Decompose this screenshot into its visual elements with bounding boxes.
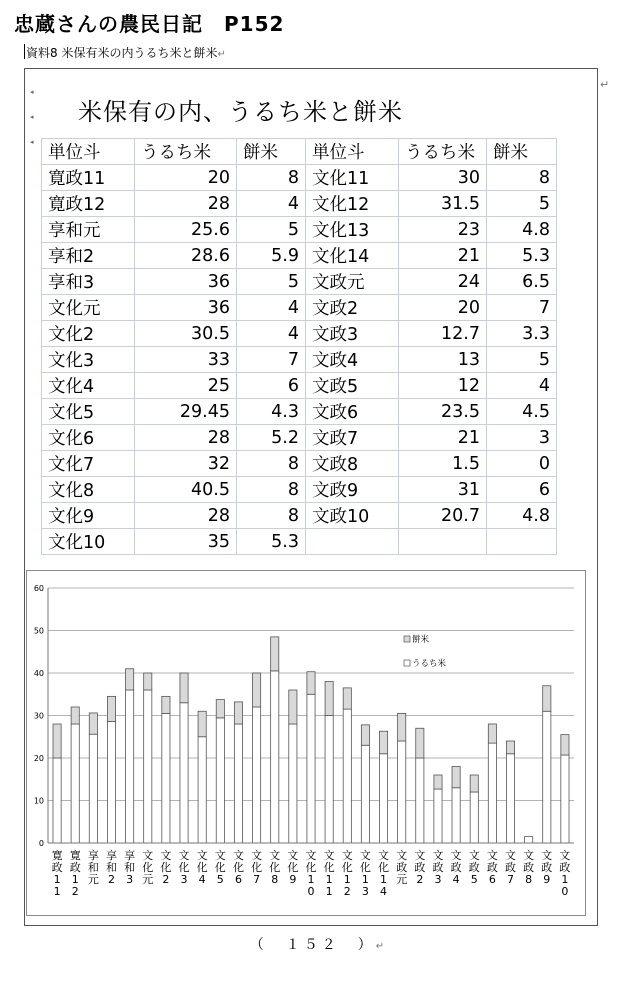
bar-mochi-22 [452, 767, 460, 788]
mochi-value-cell: 8 [487, 165, 557, 191]
mochi-value-cell: 7 [237, 347, 306, 373]
bar-mochi-21 [434, 775, 442, 789]
era-cell: 文化12 [306, 191, 399, 217]
uruchi-value-cell: 12.7 [399, 321, 487, 347]
paragraph-mark-icon: ↵ [375, 941, 385, 952]
bar-uruchi-27 [543, 711, 551, 843]
mochi-value-cell: 5.2 [237, 425, 306, 451]
bar-mochi-9 [216, 700, 224, 718]
mochi-value-cell: 8 [237, 165, 306, 191]
mochi-value-cell: 8 [237, 477, 306, 503]
y-tick-label: 50 [33, 626, 44, 636]
bar-mochi-16 [343, 688, 351, 709]
bar-uruchi-0 [53, 758, 61, 843]
uruchi-value-cell: 32 [135, 451, 237, 477]
era-cell: 文化6 [42, 425, 135, 451]
x-tick-label: 文化元 [142, 849, 154, 886]
x-tick-label: 文政元 [396, 849, 408, 886]
era-cell: 寛政11 [42, 165, 135, 191]
anchor-mark-icon: ◂ [30, 138, 34, 146]
uruchi-value-cell: 28.6 [135, 243, 237, 269]
uruchi-value-cell: 28 [135, 503, 237, 529]
bar-uruchi-20 [416, 758, 424, 843]
mochi-value-cell: 4.8 [487, 217, 557, 243]
uruchi-value-cell: 30.5 [135, 321, 237, 347]
era-cell: 文化11 [306, 165, 399, 191]
era-cell: 文化13 [306, 217, 399, 243]
bar-mochi-6 [162, 696, 170, 713]
bar-uruchi-5 [144, 690, 152, 843]
paragraph-mark-icon: ↵ [600, 78, 610, 91]
table-row [42, 295, 557, 321]
uruchi-value-cell: 12 [399, 373, 487, 399]
uruchi-value-cell [399, 529, 487, 555]
x-tick-label: 享和元 [87, 849, 99, 886]
table-row [42, 165, 557, 191]
y-tick-label: 10 [33, 796, 44, 806]
x-tick-label: 文政 3 [432, 849, 444, 886]
bar-mochi-27 [543, 686, 551, 712]
rice-table [41, 138, 557, 555]
era-cell: 文政8 [306, 451, 399, 477]
x-tick-label: 文化 1 2 [341, 849, 353, 898]
era-cell: 文化2 [42, 321, 135, 347]
uruchi-value-cell: 29.45 [135, 399, 237, 425]
mochi-value-cell: 6.5 [487, 269, 557, 295]
anchor-mark-icon: ◂ [30, 88, 34, 96]
table-header-row [42, 139, 557, 165]
y-tick-label: 40 [33, 669, 44, 678]
mochi-value-cell: 5 [487, 191, 557, 217]
table-row [42, 503, 557, 529]
uruchi-value-cell: 21 [399, 425, 487, 451]
paragraph-mark-icon: ↵ [217, 49, 226, 60]
x-tick-label: 文政 4 [450, 849, 462, 886]
x-tick-label: 文政 6 [486, 849, 498, 886]
mochi-value-cell: 5 [487, 347, 557, 373]
uruchi-value-cell: 21 [399, 243, 487, 269]
mochi-value-cell: 4.8 [487, 503, 557, 529]
era-cell: 文化7 [42, 451, 135, 477]
bar-uruchi-14 [307, 694, 315, 843]
uruchi-value-cell: 13 [399, 347, 487, 373]
bar-uruchi-15 [325, 716, 333, 844]
uruchi-value-cell: 36 [135, 295, 237, 321]
header-unit: 単位斗 [42, 139, 135, 165]
uruchi-value-cell: 20.7 [399, 503, 487, 529]
table-row [42, 425, 557, 451]
y-tick-label: 60 [33, 584, 44, 593]
x-tick-label: 享和 3 [124, 849, 136, 886]
table-row [42, 399, 557, 425]
header-mochi: 餅米 [237, 139, 306, 165]
table-title: 米保有の内、うるち米と餅米 [78, 98, 403, 126]
table-row [42, 243, 557, 269]
uruchi-value-cell: 35 [135, 529, 237, 555]
bar-uruchi-24 [488, 743, 496, 843]
bar-uruchi-6 [162, 713, 170, 843]
x-tick-label: 文化 6 [232, 849, 244, 886]
anchor-mark-icon: ◂ [30, 113, 34, 121]
bar-mochi-20 [416, 728, 424, 758]
bar-mochi-17 [361, 725, 369, 745]
era-cell: 享和3 [42, 269, 135, 295]
footer-page-number: （ １５２ ） [249, 937, 376, 953]
era-cell: 文政5 [306, 373, 399, 399]
mochi-value-cell: 4 [237, 321, 306, 347]
mochi-value-cell: 8 [237, 503, 306, 529]
bar-mochi-18 [379, 731, 387, 754]
x-tick-label: 文政 1 0 [559, 849, 571, 898]
x-tick-label: 文化 1 0 [305, 849, 317, 898]
uruchi-value-cell: 25.6 [135, 217, 237, 243]
era-cell: 文政元 [306, 269, 399, 295]
header-mochi: 餅米 [487, 139, 557, 165]
bar-uruchi-3 [107, 721, 115, 843]
bar-mochi-15 [325, 682, 333, 716]
y-tick-label: 20 [33, 754, 44, 763]
legend-swatch-uruchi [404, 660, 410, 666]
x-tick-label: 寛政 1 2 [69, 849, 81, 898]
era-cell: 文化3 [42, 347, 135, 373]
bar-uruchi-11 [253, 707, 261, 843]
bar-uruchi-16 [343, 709, 351, 843]
bar-uruchi-2 [89, 734, 97, 843]
bar-uruchi-9 [216, 718, 224, 843]
mochi-value-cell: 8 [237, 451, 306, 477]
x-tick-label: 文化 5 [214, 849, 226, 886]
uruchi-value-cell: 25 [135, 373, 237, 399]
uruchi-value-cell: 1.5 [399, 451, 487, 477]
bar-uruchi-4 [126, 690, 134, 843]
document-caption [26, 44, 226, 61]
x-tick-label: 文化 2 [160, 849, 172, 886]
table-row [42, 529, 557, 555]
era-cell: 文化8 [42, 477, 135, 503]
mochi-value-cell: 0 [487, 451, 557, 477]
uruchi-value-cell: 24 [399, 269, 487, 295]
era-cell: 文化9 [42, 503, 135, 529]
header-uruchi: うるち米 [399, 139, 487, 165]
uruchi-value-cell: 23.5 [399, 399, 487, 425]
era-cell: 文政2 [306, 295, 399, 321]
bar-mochi-25 [506, 741, 514, 754]
bar-uruchi-10 [234, 724, 242, 843]
era-cell [306, 529, 399, 555]
era-cell: 文化5 [42, 399, 135, 425]
text-cursor [24, 44, 25, 59]
table-row [42, 347, 557, 373]
mochi-value-cell: 5.3 [237, 529, 306, 555]
mochi-value-cell: 4 [487, 373, 557, 399]
table-row [42, 269, 557, 295]
bar-uruchi-22 [452, 788, 460, 843]
bar-mochi-5 [144, 673, 152, 690]
bar-uruchi-25 [506, 754, 514, 843]
bar-uruchi-18 [379, 754, 387, 843]
table-row [42, 477, 557, 503]
table-row [42, 451, 557, 477]
x-tick-label: 文化 3 [178, 849, 190, 886]
page-number-footer [0, 934, 634, 954]
uruchi-value-cell: 31.5 [399, 191, 487, 217]
bar-mochi-19 [398, 713, 406, 741]
y-tick-label: 0 [38, 839, 44, 848]
era-cell: 文政7 [306, 425, 399, 451]
uruchi-value-cell: 23 [399, 217, 487, 243]
uruchi-value-cell: 20 [399, 295, 487, 321]
legend-label-uruchi: うるち米 [412, 659, 447, 669]
mochi-value-cell: 5.9 [237, 243, 306, 269]
page-title: 忠蔵さんの農民日記 P152 [14, 12, 285, 36]
era-cell: 文化4 [42, 373, 135, 399]
mochi-value-cell: 5 [237, 269, 306, 295]
mochi-value-cell: 5 [237, 217, 306, 243]
uruchi-value-cell: 31 [399, 477, 487, 503]
bar-uruchi-13 [289, 724, 297, 843]
header-uruchi: うるち米 [135, 139, 237, 165]
uruchi-value-cell: 28 [135, 191, 237, 217]
x-tick-label: 文化 1 3 [359, 849, 371, 898]
bar-mochi-4 [126, 669, 134, 690]
bar-mochi-14 [307, 672, 315, 695]
x-tick-label: 文化 7 [251, 849, 263, 886]
x-tick-label: 文化 1 1 [323, 849, 335, 898]
x-tick-label: 文政 8 [523, 849, 535, 886]
x-tick-label: 文政 7 [505, 849, 517, 886]
bar-mochi-24 [488, 724, 496, 743]
bar-mochi-3 [107, 696, 115, 721]
header-unit: 単位斗 [306, 139, 399, 165]
mochi-value-cell: 4 [237, 295, 306, 321]
era-cell: 文政9 [306, 477, 399, 503]
bar-mochi-12 [271, 637, 279, 671]
bar-uruchi-17 [361, 745, 369, 843]
bar-uruchi-21 [434, 789, 442, 843]
caption-text: 資料8 米保有米の内うるち米と餅米 [26, 46, 218, 60]
x-tick-label: 文政 5 [468, 849, 480, 886]
bar-mochi-8 [198, 711, 206, 737]
era-cell: 文政10 [306, 503, 399, 529]
x-tick-label: 文化 8 [269, 849, 281, 886]
mochi-value-cell: 5.3 [487, 243, 557, 269]
x-tick-label: 文化 1 4 [378, 849, 390, 898]
mochi-value-cell: 7 [487, 295, 557, 321]
y-tick-label: 30 [33, 711, 44, 721]
bar-mochi-28 [561, 735, 569, 755]
x-tick-label: 寛政 1 1 [51, 849, 63, 898]
era-cell: 寛政12 [42, 191, 135, 217]
era-cell: 享和元 [42, 217, 135, 243]
bar-uruchi-1 [71, 724, 79, 843]
bar-uruchi-19 [398, 741, 406, 843]
stacked-bar-chart [26, 570, 586, 916]
bar-uruchi-7 [180, 703, 188, 843]
mochi-value-cell: 3 [487, 425, 557, 451]
bar-mochi-23 [470, 775, 478, 792]
uruchi-value-cell: 28 [135, 425, 237, 451]
x-tick-label: 享和 2 [105, 849, 117, 886]
mochi-value-cell: 4.3 [237, 399, 306, 425]
uruchi-value-cell: 33 [135, 347, 237, 373]
x-tick-label: 文化 9 [287, 849, 299, 886]
uruchi-value-cell: 30 [399, 165, 487, 191]
mochi-value-cell: 3.3 [487, 321, 557, 347]
era-cell: 文化元 [42, 295, 135, 321]
bar-uruchi-28 [561, 755, 569, 843]
uruchi-value-cell: 20 [135, 165, 237, 191]
x-tick-label: 文政 9 [541, 849, 553, 886]
era-cell: 文化14 [306, 243, 399, 269]
mochi-value-cell: 6 [237, 373, 306, 399]
bar-mochi-7 [180, 673, 188, 703]
era-cell: 享和2 [42, 243, 135, 269]
bar-uruchi-23 [470, 792, 478, 843]
legend-label-mochi: 餅米 [412, 635, 430, 645]
table-row [42, 217, 557, 243]
bar-mochi-13 [289, 690, 297, 724]
uruchi-value-cell: 40.5 [135, 477, 237, 503]
bar-mochi-10 [234, 702, 242, 724]
bar-mochi-11 [253, 673, 261, 707]
era-cell: 文政6 [306, 399, 399, 425]
x-tick-label: 文政 2 [414, 849, 426, 886]
mochi-value-cell: 4.5 [487, 399, 557, 425]
era-cell: 文政4 [306, 347, 399, 373]
mochi-value-cell: 4 [237, 191, 306, 217]
mochi-value-cell [487, 529, 557, 555]
era-cell: 文化10 [42, 529, 135, 555]
bar-mochi-1 [71, 707, 79, 724]
bar-uruchi-12 [271, 671, 279, 843]
era-cell: 文政3 [306, 321, 399, 347]
x-tick-label: 文化 4 [196, 849, 208, 886]
legend-swatch-mochi [404, 636, 410, 642]
uruchi-value-cell: 36 [135, 269, 237, 295]
table-row [42, 191, 557, 217]
mochi-value-cell: 6 [487, 477, 557, 503]
bar-mochi-2 [89, 713, 97, 734]
table-row [42, 321, 557, 347]
table-row [42, 373, 557, 399]
bar-mochi-0 [53, 724, 61, 758]
bar-uruchi-26 [525, 837, 533, 843]
bar-uruchi-8 [198, 737, 206, 843]
